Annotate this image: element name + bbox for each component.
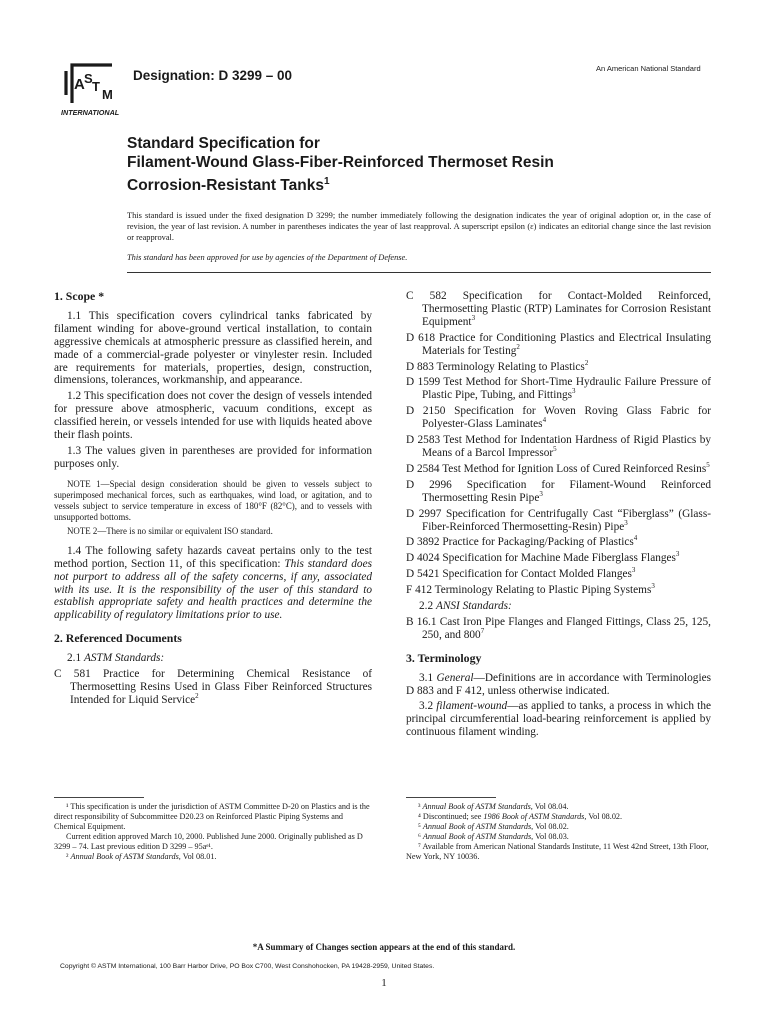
referenced-standard-item: D 2150 Specification for Woven Roving Glass Fabric for Polyester-Glass Laminates$^4$ [406,405,711,431]
title-line-3: Corrosion-Resistant Tanks$^1$ [127,176,330,195]
svg-text:INTERNATIONAL: INTERNATIONAL [61,108,120,117]
referenced-standard-item: D 5421 Specification for Contact Molded Flanges$^3$ [406,566,636,581]
left-column [54,290,372,710]
footnote-3: ³ Annual Book of ASTM Standards, Vol 08.04. [418,802,569,811]
svg-text:A: A [74,76,85,93]
national-standard-label: An American National Standard [596,64,701,73]
svg-text:T: T [92,79,100,94]
ref-b16-1: B 16.1 Cast Iron Pipe Flanges and Flanged Fittings, Class 25, 125, 250, and $800^7$ [406,615,711,641]
referenced-standard-item: F 412 Terminology Relating to Plastic Piping Systems$^3$ [406,582,655,597]
para-3-1: 3.1 General—Definitions are in accordance with Terminologies D 883 and F 412, unless otherwise indicated. [406,671,711,697]
referenced-standard-item: D 2583 Test Method for Indentation Hardness of Rigid Plastics by Means of a Barcol Impressor$^5$ [406,434,711,459]
referenced-standard-item: C 582 Specification for Contact-Molded Reinforced, Thermosetting Plastic (RTP) Laminates for Corrosion Resistant Equipment$^3$ [406,290,711,328]
para-1-3: 1.3 The values given in parentheses are provided for information purposes only. [54,444,372,470]
svg-text:M: M [102,87,113,102]
referenced-standard-item: D 2996 Specification for Filament-Wound Reinforced Thermosetting Resin Pipe$^3$ [406,478,711,504]
astm-logo [60,55,124,117]
footnote-6: ⁶ Annual Book of ASTM Standards, Vol 08.03. [418,832,569,841]
issuance-note: This standard is issued under the fixed designation D 3299; the number immediately following the designation indicates the year of original adoption or, in the case of revision, the year of last revision. A number in parentheses indicates the year of last reapproval. A superscript epsilon (ε) indicates an editorial change since the last revision or reapproval. [127,211,711,242]
referenced-standard-item: D 883 Terminology Relating to Plastics$^2$ [406,358,589,373]
copyright-line: Copyright © ASTM International, 100 Barr Harbor Drive, PO Box C700, West Conshohocken, PA 19428-2959, United States. [60,963,435,970]
footnote-2: ² Annual Book of ASTM Standards, Vol 08.01. [66,852,217,861]
para-2-2: 2.2 ANSI Standards: [419,600,512,613]
designation: Designation: D 3299 – 00 [133,68,293,83]
para-1-1: 1.1 This specification covers cylindrical tanks fabricated by filament winding for above-ground vertical installation, to contain aggressive chemicals at atmospheric pressure as classified herein, and made of a commercial-grade polyester or vinylester resin. Included are requirements for materials, properties, design, construction, dimensions, tolerances, workmanship, and appearance. [54,309,372,387]
para-3-2: 3.2 filament-wound—as applied to tanks, a process in which the principal circumferential load-bearing reinforcement is applied by continuous filament winding. [406,700,711,739]
page-number: 1 [381,977,387,989]
terminology-heading: 3. Terminology [406,650,482,665]
para-1-4: 1.4 The following safety hazards caveat pertains only to the test method portion, Section 11, of this specification: This standard does not purport to address all of the safety concerns, if any, associated with its use. It is the responsibility of the user of this standard to establish appropriate safety and health practices and determine the applicability of regulatory limitations prior to use. [54,544,372,622]
scope-heading: 1. Scope * [54,289,105,303]
referenced-standard-item: D 3892 Practice for Packaging/Packing of Plastics$^4$ [406,534,638,549]
title-line-2: Filament-Wound Glass-Fiber-Reinforced Thermoset Resin [127,154,554,171]
title-line-1: Standard Specification for [127,135,320,152]
header-divider [127,272,711,273]
ref-c581: C 581 Practice for Determining Chemical Resistance of Thermosetting Resins Used in Glass Fiber Reinforced Structures Intended for Liquid Service$^2$ [54,668,372,706]
footnote-4: ⁴ Discontinued; see 1986 Book of ASTM Standards, Vol 08.02. [418,812,623,821]
dod-approval-note: This standard has been approved for use by agencies of the Department of Defense. [127,253,408,262]
summary-of-changes-note: *A Summary of Changes section appears at the end of this standard. [252,942,516,952]
footnote-7: ⁷ Available from American National Standards Institute, 11 West 42nd Street, 13th Floor, New York, NY 10036. [406,842,709,861]
footnotes-left [54,802,372,862]
footnote-1: ¹ This specification is under the jurisdiction of ASTM Committee D-20 on Plastics and is the direct responsibility of Subcommittee D20.23 on Reinforced Plastic Piping Systems and Chemical Equipment. [54,802,370,831]
referenced-standard-item: D 618 Practice for Conditioning Plastics and Electrical Insulating Materials for Testing$^2$ [406,331,711,357]
title-footnote-mark[interactable]: 1 [323,176,330,187]
right-column [406,290,711,742]
footnote-rule-right [406,797,496,798]
footnote-1-edition: Current edition approved March 10, 2000. Published June 2000. Originally published as D 3299 – 74. Last previous edition D 3299 – 95aᵉ¹. [54,832,363,851]
referenced-documents-heading: 2. Referenced Documents [54,631,182,646]
note-2: NOTE 2—There is no similar or equivalent ISO standard. [67,525,273,536]
footnotes-right [406,802,711,862]
document-title [127,134,687,195]
referenced-standard-item: D 2997 Specification for Centrifugally Cast “Fiberglass” (Glass-Fiber-Reinforced Thermosetting-Resin) Pipe$^3$ [406,507,711,533]
para-1-2: 1.2 This specification does not cover the design of vessels intended for pressure above atmospheric, vacuum conditions, except as classified herein, or vessels intended for use with liquids heated above their flash points. [54,390,372,442]
referenced-standard-item: D 4024 Specification for Machine Made Fiberglass Flanges$^3$ [406,550,680,565]
para-2-1: 2.1 ASTM Standards: [67,652,165,665]
note-1: NOTE 1—Special design consideration should be given to vessels subject to superimposed mechanical forces, such as earthquakes, wind load, or agitation, and to vessels subject to service temperature in excess of 180°F (82°C), and to vessels with unsupported bottoms. [54,478,372,522]
svg-text:S: S [84,71,93,86]
referenced-standard-item: D 2584 Test Method for Ignition Loss of Cured Reinforced Resins$^5$ [406,461,710,475]
referenced-standards-list [406,290,711,597]
safety-caveat: This standard does not purport to address all of the safety concerns, if any, associated with its use. It is the responsibility of the user of this standard to establish appropriate safety and health practices and determine the applicability of regulatory limitations prior to use. [54,557,372,622]
referenced-standard-item: D 1599 Test Method for Short-Time Hydraulic Failure Pressure of Plastic Pipe, Tubing, and Fittings$^3$ [406,376,711,402]
footnote-rule-left [54,797,144,798]
footnote-5: ⁵ Annual Book of ASTM Standards, Vol 08.02. [418,822,569,831]
